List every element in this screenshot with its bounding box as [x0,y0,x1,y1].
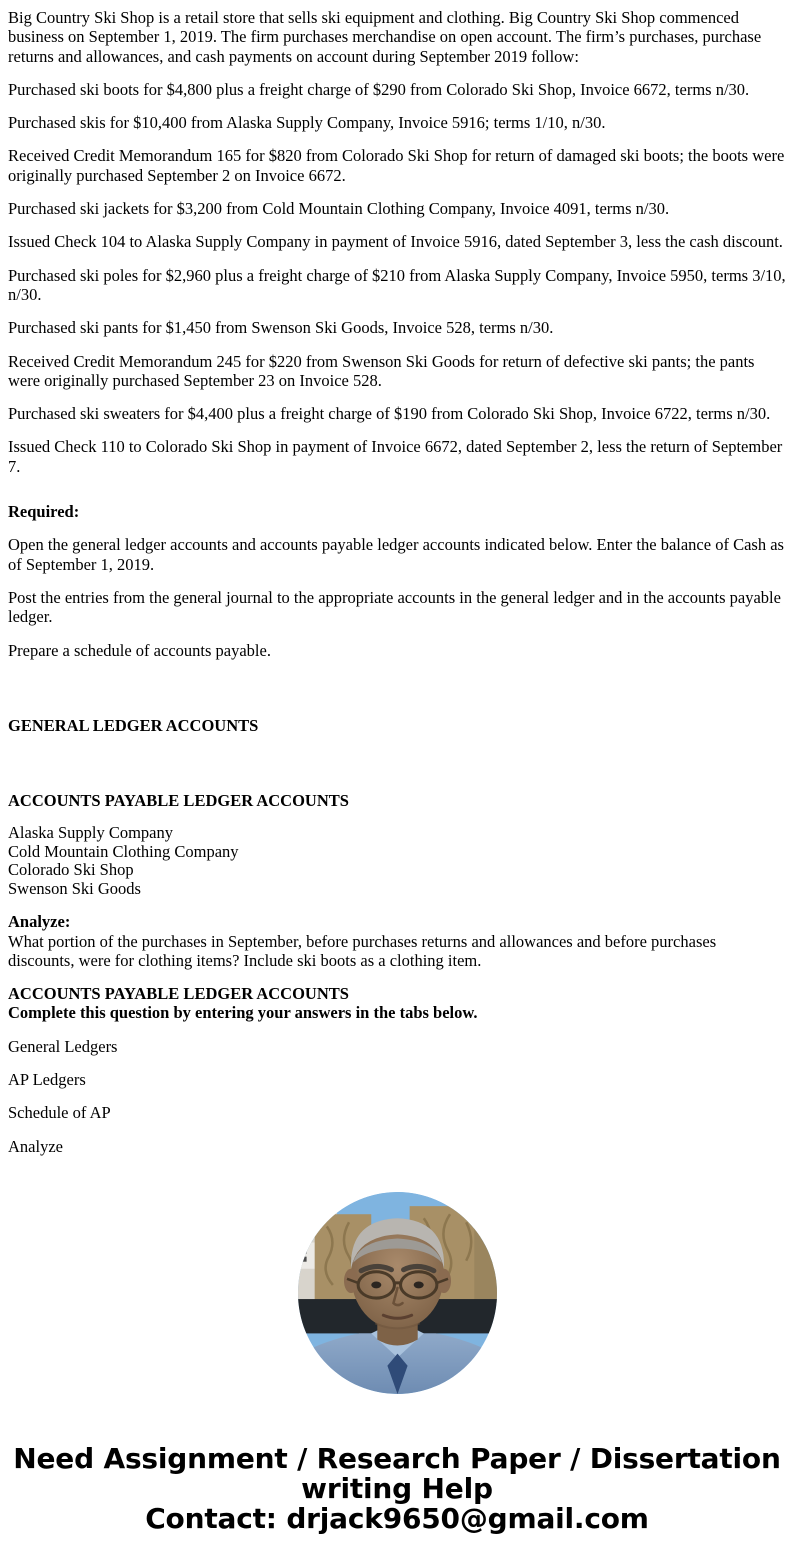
footer-cta-line-2: writing Help [301,1472,493,1506]
footer-contact-line: Contact: drjack9650@gmail.com [145,1502,649,1536]
transaction-paragraph: Received Credit Memorandum 165 for $820 from Colorado Ski Shop for return of damaged ski boots; the boots were originally purchased September 2 on Invoice 6672. [8,146,785,185]
avatar-container [8,1192,786,1394]
tab-schedule-of-ap[interactable]: Schedule of AP [8,1103,111,1123]
required-item: Post the entries from the general journal to the appropriate accounts in the general ledger and in the accounts payable ledger. [8,587,781,627]
tab-general-ledgers[interactable]: General Ledgers [8,1036,118,1056]
transaction-paragraph: Received Credit Memorandum 245 for $220 from Swenson Ski Goods for return of defective ski pants; the pants were originally purchased September 23 on Invoice 528. [8,351,755,390]
required-heading: Required: [8,502,80,522]
required-item: Prepare a schedule of accounts payable. [8,640,271,660]
analyze-heading: Analyze: [8,912,71,932]
transaction-paragraph: Purchased ski poles for $2,960 plus a freight charge of $210 from Alaska Supply Company, Invoice 5950, terms 3/10, n/30. [8,265,786,304]
transaction-paragraph: Purchased ski sweaters for $4,400 plus a freight charge of $190 from Colorado Ski Shop, Invoice 6722, terms n/30. [8,404,771,424]
complete-question-instruction: Complete this question by entering your answers in the tabs below. [8,1003,478,1023]
transaction-paragraph: Purchased ski boots for $4,800 plus a freight charge of $290 from Colorado Ski Shop, Invoice 6672, terms n/30. [8,79,750,99]
list-item: Cold Mountain Clothing Company [8,841,239,861]
accounts-payable-ledger-accounts-heading: ACCOUNTS PAYABLE LEDGER ACCOUNTS [8,791,349,811]
tab-list [8,1037,786,1156]
document-page [0,8,794,1561]
spacer [8,490,786,502]
analyze-question: What portion of the purchases in September, before purchases returns and allowances and before purchases discounts, were for clothing items? Include ski boots as a clothing item. [8,931,717,970]
transaction-paragraph: Issued Check 104 to Alaska Supply Company in payment of Invoice 5916, dated September 3, less the cash discount. [8,232,783,252]
transaction-paragraph: Issued Check 110 to Colorado Ski Shop in payment of Invoice 6672, dated September 2, less the return of September 7. [8,437,783,476]
list-item: Colorado Ski Shop [8,860,134,880]
list-item: Alaska Supply Company [8,823,173,843]
tab-ap-ledgers[interactable]: AP Ledgers [8,1070,86,1090]
tab-analyze[interactable]: Analyze [8,1136,63,1156]
accounts-payable-ledger-accounts-heading-2: ACCOUNTS PAYABLE LEDGER ACCOUNTS [8,984,349,1004]
list-item: Swenson Ski Goods [8,878,141,898]
vendor-list [8,824,786,898]
transaction-paragraph: Purchased ski jackets for $3,200 from Cold Mountain Clothing Company, Invoice 4091, terms n/30. [8,199,670,219]
ap-ledger-instruction-block [8,984,786,1023]
avatar [298,1192,497,1394]
analyze-section [8,912,786,970]
footer-cta-line-1: Need Assignment / Research Paper / Dissertation [13,1441,781,1475]
required-item: Open the general ledger accounts and accounts payable ledger accounts indicated below. Enter the balance of Cash as of September 1, 2019. [8,535,784,574]
transaction-paragraph: Purchased skis for $10,400 from Alaska Supply Company, Invoice 5916; terms 1/10, n/30. [8,113,606,133]
spacer [8,749,786,791]
spacer [8,674,786,716]
intro-paragraph: Big Country Ski Shop is a retail store that sells ski equipment and clothing. Big Country Ski Shop commenced business on September 1, 2019. The firm purchases merchandise on open account. The firm’s purchases, purchase returns and allowances, and cash payments on account during September 2019 follow: [8,8,762,66]
footer-cta [8,1441,786,1561]
general-ledger-accounts-heading: GENERAL LEDGER ACCOUNTS [8,715,259,735]
transaction-paragraph: Purchased ski pants for $1,450 from Swenson Ski Goods, Invoice 528, terms n/30. [8,318,554,338]
